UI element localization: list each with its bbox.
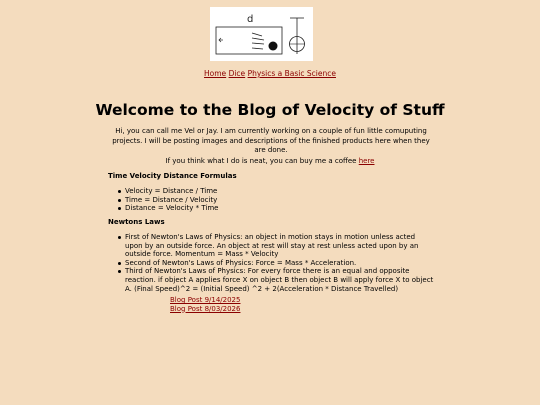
list-item: Velocity = Distance / Time (108, 187, 308, 196)
list-item: Third of Newton's Laws of Physics: For every force there is an equal and opposite reaction. if object A applies force X on object B then object B will apply force X to object A. (Final Speed)^2 = (Initial Speed) ^2 + 2(Acceleration * Distance Travelled) (108, 267, 434, 293)
section-heading-time-formulas: Time Velocity Distance Formulas (108, 172, 237, 180)
coffee-link[interactable]: here (358, 157, 375, 165)
blog-post-link[interactable]: Blog Post 9/14/2025 (170, 296, 241, 304)
page-title: Welcome to the Blog of Velocity of Stuff (95, 101, 445, 119)
list-item: Distance = Velocity * Time (108, 204, 308, 213)
intro-paragraph: Hi, you can call me Vel or Jay. I am currently working on a couple of fun little comuputing projects. I will be posting images and descriptions of the finished products here when they are done. (112, 127, 430, 154)
top-navigation (0, 69, 540, 79)
time-formulas-list (108, 187, 308, 213)
newtons-laws-list (108, 233, 434, 293)
logo-ball (269, 42, 278, 51)
list-item: Second of Newton's Laws of Physics: Force = Mass * Acceleration. (108, 259, 434, 268)
list-item: First of Newton's Laws of Physics: an object in motion stays in motion unless acted upon by an outside force. An object at rest will stay at rest unless acted upon by an outside force. Momentum = Mass * Velocity (108, 233, 434, 259)
coffee-text: If you think what I do is neat, you can buy me a coffee (165, 157, 359, 165)
nav-link-dice[interactable]: Dice (228, 69, 246, 78)
nav-link-home[interactable]: Home (204, 69, 227, 78)
site-logo (210, 7, 313, 61)
blog-post-links (170, 296, 240, 313)
section-heading-newtons-laws: Newtons Laws (108, 218, 165, 226)
list-item: Time = Distance / Velocity (108, 196, 308, 205)
blog-post-link[interactable]: Blog Post 8/03/2026 (170, 304, 241, 313)
logo-letter-d: d (247, 14, 254, 25)
logo-diagram (210, 7, 313, 61)
nav-link-physics[interactable]: Physics a Basic Science (247, 69, 336, 78)
coffee-paragraph (0, 157, 540, 167)
